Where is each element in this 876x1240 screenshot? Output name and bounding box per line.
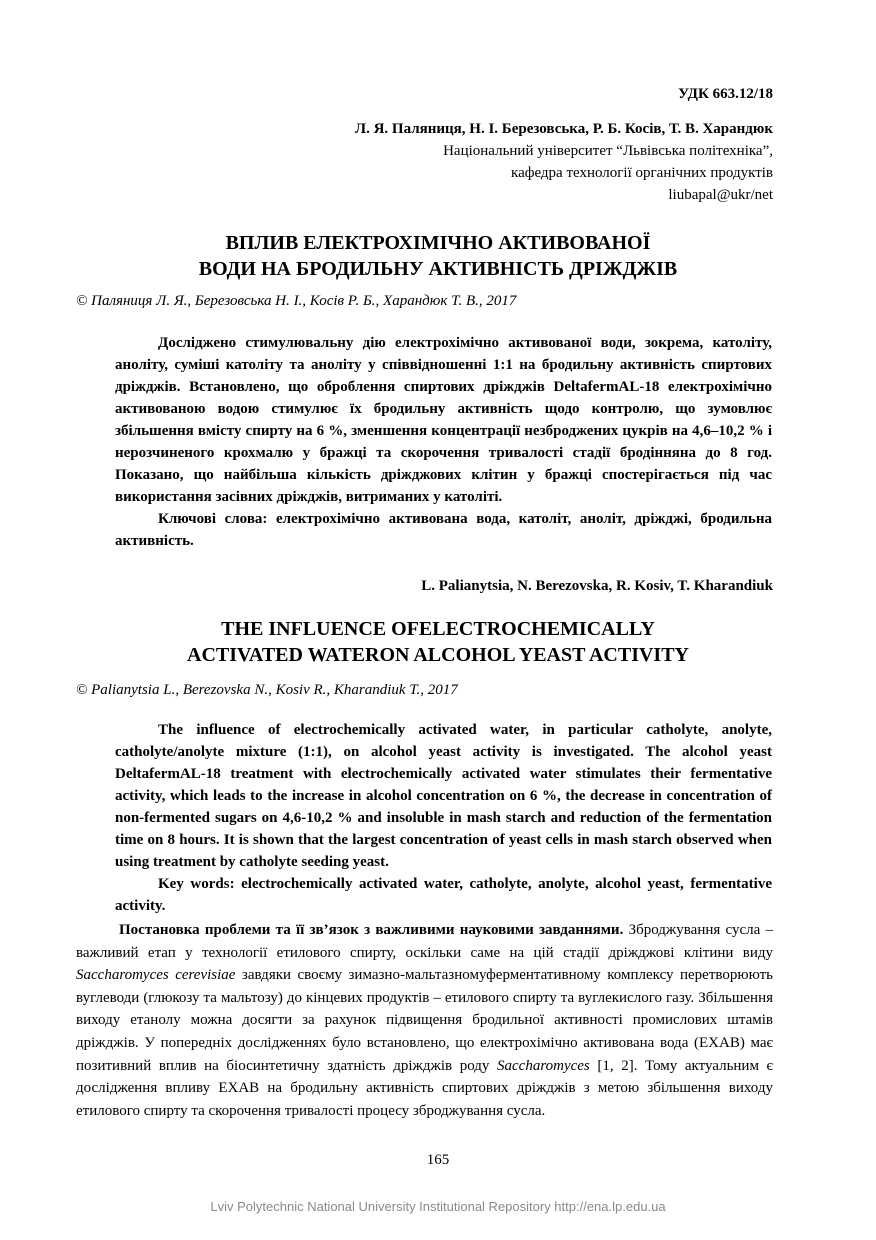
intro-text-part-2: завдяки своєму зимазно-мальтазномуферментативному комплексу перетворюють вуглеводи (глюкозу та мальтозу) до кінцевих продуктів – етилового спирту та вуглекислого газу. Збільшення виходу етанолу можна досягти за рахунок підвищення бродильної активності промислових штамів дріжджів. У попередніх дослідженнях було встановлено, що електрохімічно активована вода (ЕХАВ) має позитивний вплив на біосинтетичну здатність дріжджів роду <box>76 967 773 1074</box>
intro-text-part-1: Зброджування сусла – важливий етап у технології етилового спирту, оскільки саме на цій стадії дріжджові клітини виду <box>76 922 774 961</box>
intro-text-part-3: [1, 2]. Тому актуальним є дослідження впливу ЕХАВ на бродильну активність спиртових дріжджів з метою збільшення виходу етилового спирту та скорочення тривалості процесу зброджування сусла. <box>76 1057 773 1119</box>
affiliation-department: кафедра технології органічних продуктів <box>511 165 773 181</box>
ua-title-line-2: ВОДИ НА БРОДИЛЬНУ АКТИВНІСТЬ ДРІЖДЖІВ <box>198 258 678 280</box>
page-number: 165 <box>426 1152 450 1168</box>
ua-copyright: © Паляниця Л. Я., Березовська Н. І., Косів Р. Б., Харандюк Т. В., 2017 <box>76 293 517 309</box>
en-copyright: © Palianytsia L., Berezovska N., Kosiv R., Kharandiuk T., 2017 <box>76 682 458 698</box>
ua-authors: Л. Я. Паляниця, Н. І. Березовська, Р. Б. Косів, Т. В. Харандюк <box>354 121 773 137</box>
en-title <box>0 616 876 668</box>
en-title-line-2: ACTIVATED WATERON ALCOHOL YEAST ACTIVITY <box>187 644 689 666</box>
ua-abstract-text: Досліджено стимулювальну дію електрохімічно активованої води, зокрема, католіту, аноліту, суміші католіту та аноліту у співвідношенні 1:1 на бродильну активність спиртових дріжджів. Встановлено, що оброблення спиртових дріжджів DeltafermAL-18 електрохімічно активованою водою стимулює їх бродильну активність щодо контролю, що зумовлює збільшення вмісту спирту на 6 %, зменшення концентрації незброджених цукрів на 4,6–10,2 % і нерозчиненого крохмалю у бражці та скорочення тривалості стадії бродінняна до 8 год. Показано, що найбільша кількість дріжджових клітин у бражці спостерігається під час використання засівних дріжджів, витриманих у католіті. <box>115 335 772 505</box>
en-abstract <box>115 719 772 917</box>
section-heading: Постановка проблеми та її зв’язок з важливими науковими завданнями. <box>119 922 624 938</box>
author-email: liubapal@ukr/net <box>668 187 773 203</box>
udk-code: УДК 663.12/18 <box>678 86 773 102</box>
ua-title-line-1: ВПЛИВ ЕЛЕКТРОХІМІЧНО АКТИВОВАНОЇ <box>225 232 651 254</box>
introduction-section <box>76 919 773 1122</box>
ua-title <box>0 230 876 282</box>
genus-name: Saccharomyces <box>497 1057 590 1074</box>
en-title-line-1: THE INFLUENCE OFELECTROCHEMICALLY <box>221 618 655 640</box>
introduction-paragraph <box>76 919 773 1122</box>
en-abstract-text: The influence of electrochemically activated water, in particular catholyte, anolyte, catholyte/anolyte mixture (1:1), on alcohol yeast activity is investigated. The alcohol yeast DeltafermAL-18 treatment with electrochemically activated water stimulates their fermentative activity, which leads to the increase in alcohol concentration on 6 %, the decrease in concentration of non-fermented sugars on 4,6-10,2 % and insoluble in mash starch and reduction of the fermentation time on 8 hours. It is shown that the largest concentration of yeast cells in mash starch observed when using treatment by catholyte seeding yeast. <box>115 722 772 870</box>
repository-footer: Lviv Polytechnic National University Institutional Repository http://ena.lp.edu.ua <box>210 1199 666 1214</box>
ua-abstract <box>115 332 772 552</box>
ua-author-block <box>355 118 773 206</box>
affiliation-university: Національний університет “Львівська політехніка”, <box>443 143 773 159</box>
species-name: Saccharomyces cerevisiae <box>76 967 236 984</box>
ua-keywords: Ключові слова: електрохімічно активована вода, католіт, аноліт, дріжджі, бродильна активність. <box>115 511 772 549</box>
en-authors: L. Palianytsia, N. Berezovska, R. Kosiv, T. Kharandiuk <box>421 578 773 594</box>
en-keywords: Key words: electrochemically activated water, catholyte, anolyte, alcohol yeast, fermentative activity. <box>115 876 772 914</box>
